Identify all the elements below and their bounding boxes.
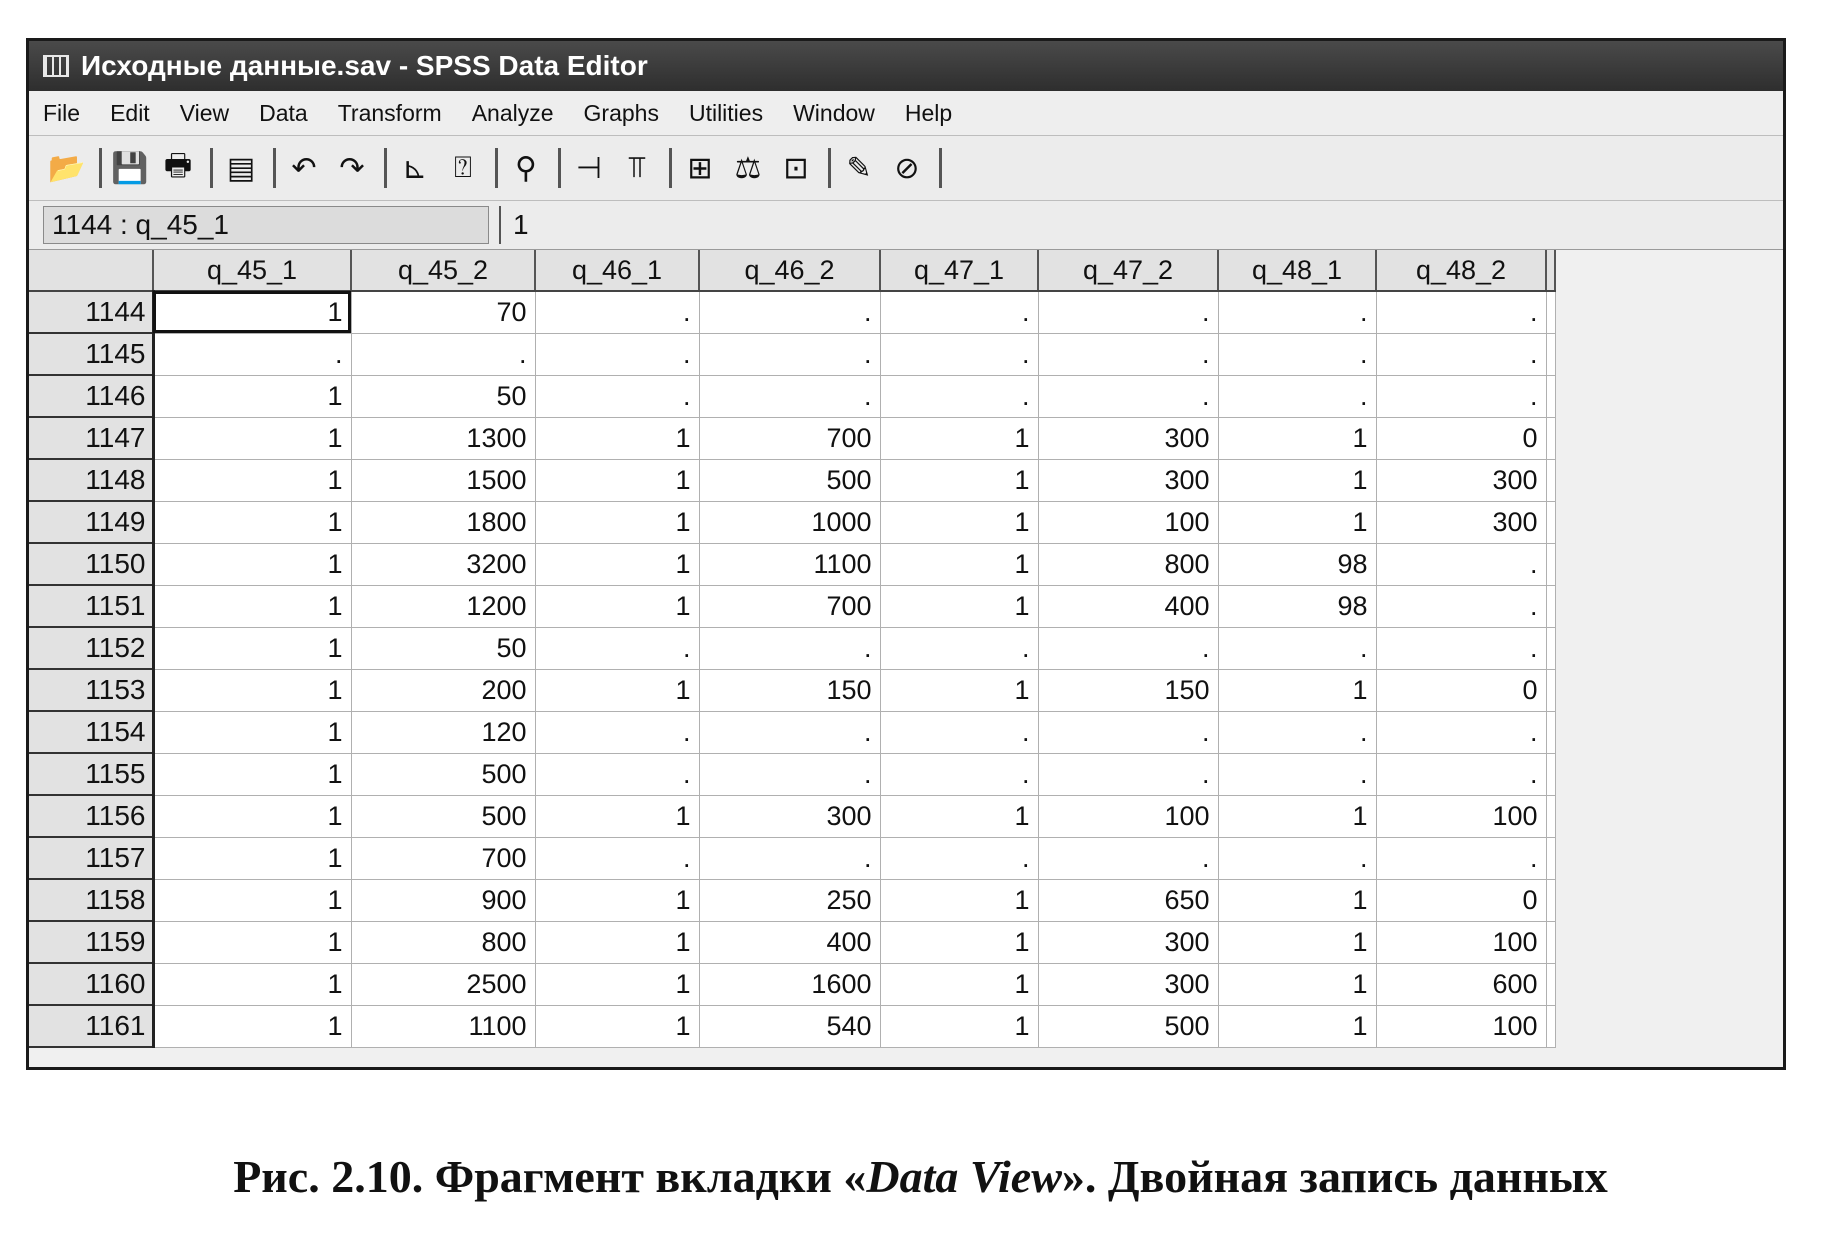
data-cell[interactable]: . bbox=[699, 837, 880, 879]
data-cell[interactable]: 1 bbox=[880, 501, 1038, 543]
data-cell[interactable]: . bbox=[880, 333, 1038, 375]
table-row bbox=[29, 333, 1555, 375]
data-cell[interactable]: 1 bbox=[535, 585, 699, 627]
empty-cell[interactable] bbox=[1546, 333, 1555, 375]
data-cell[interactable]: . bbox=[1218, 711, 1376, 753]
data-cell[interactable]: . bbox=[880, 627, 1038, 669]
data-cell[interactable]: . bbox=[535, 333, 699, 375]
data-cell[interactable]: 1 bbox=[880, 543, 1038, 585]
column-header-q-48-2[interactable]: q_48_2 bbox=[1376, 250, 1546, 291]
use-sets-icon[interactable]: ⊘ bbox=[894, 151, 920, 185]
row-number[interactable]: 1148 bbox=[29, 459, 153, 501]
goto-chart-icon[interactable]: ⊾ bbox=[402, 151, 428, 185]
data-cell[interactable]: 120 bbox=[351, 711, 535, 753]
insert-variable-icon[interactable]: ⫪ bbox=[628, 151, 646, 184]
data-cell[interactable]: 1 bbox=[153, 375, 351, 417]
data-cell[interactable]: 1 bbox=[535, 795, 699, 837]
empty-cell[interactable] bbox=[1546, 1005, 1555, 1047]
data-cell[interactable]: 250 bbox=[699, 879, 880, 921]
data-cell[interactable]: . bbox=[1376, 753, 1546, 795]
empty-cell[interactable] bbox=[1546, 879, 1555, 921]
table-row bbox=[29, 585, 1555, 627]
data-cell[interactable]: 500 bbox=[351, 795, 535, 837]
data-cell[interactable]: . bbox=[351, 333, 535, 375]
menu-file[interactable]: File bbox=[43, 99, 81, 126]
open-icon[interactable]: 📂 bbox=[48, 151, 86, 185]
data-cell[interactable]: 300 bbox=[1376, 459, 1546, 501]
data-cell[interactable]: . bbox=[699, 333, 880, 375]
data-cell[interactable]: . bbox=[1376, 627, 1546, 669]
data-cell[interactable]: 100 bbox=[1376, 1005, 1546, 1047]
spss-app-icon bbox=[43, 55, 69, 77]
data-cell[interactable]: 400 bbox=[1038, 585, 1218, 627]
data-cell[interactable]: 1 bbox=[153, 417, 351, 459]
toolbar bbox=[29, 136, 1783, 201]
data-cell[interactable]: . bbox=[1218, 753, 1376, 795]
data-cell[interactable]: 300 bbox=[1038, 921, 1218, 963]
data-cell[interactable]: . bbox=[153, 333, 351, 375]
data-cell[interactable]: 98 bbox=[1218, 543, 1376, 585]
data-cell[interactable]: 1600 bbox=[699, 963, 880, 1005]
data-cell[interactable]: 700 bbox=[699, 417, 880, 459]
data-cell[interactable]: 1 bbox=[1218, 1005, 1376, 1047]
data-cell[interactable]: 300 bbox=[1038, 417, 1218, 459]
save-icon[interactable]: 💾 bbox=[111, 151, 149, 185]
data-cell[interactable]: . bbox=[535, 291, 699, 333]
table-row bbox=[29, 459, 1555, 501]
data-cell[interactable]: . bbox=[1038, 375, 1218, 417]
data-cell[interactable]: 1 bbox=[153, 837, 351, 879]
data-cell[interactable]: 1 bbox=[880, 417, 1038, 459]
empty-cell[interactable] bbox=[1546, 543, 1555, 585]
table-row bbox=[29, 291, 1555, 333]
data-cell[interactable]: 1 bbox=[880, 585, 1038, 627]
toolbar-separator bbox=[558, 148, 561, 188]
data-cell[interactable]: 1000 bbox=[699, 501, 880, 543]
data-cell[interactable]: 50 bbox=[351, 627, 535, 669]
row-number[interactable]: 1149 bbox=[29, 501, 153, 543]
data-cell[interactable]: . bbox=[1218, 837, 1376, 879]
insert-case-icon[interactable]: ⊣ bbox=[575, 151, 603, 185]
value-labels-icon[interactable]: ✎ bbox=[846, 151, 872, 185]
data-cell[interactable]: . bbox=[1218, 333, 1376, 375]
empty-cell[interactable] bbox=[1546, 837, 1555, 879]
data-cell[interactable]: . bbox=[1038, 753, 1218, 795]
cell-editor-bar bbox=[29, 201, 1783, 250]
toolbar-separator bbox=[210, 148, 213, 188]
row-number[interactable]: 1157 bbox=[29, 837, 153, 879]
data-cell[interactable]: 70 bbox=[351, 291, 535, 333]
empty-cell[interactable] bbox=[1546, 711, 1555, 753]
data-cell[interactable]: 1 bbox=[153, 501, 351, 543]
table-row bbox=[29, 879, 1555, 921]
data-cell[interactable]: 700 bbox=[351, 837, 535, 879]
empty-cell[interactable] bbox=[1546, 963, 1555, 1005]
empty-column-header bbox=[1546, 250, 1555, 291]
data-cell[interactable]: 1 bbox=[880, 669, 1038, 711]
toolbar-separator bbox=[99, 148, 102, 188]
caption-suffix: ». Двойная запись данных bbox=[1061, 1151, 1608, 1202]
data-cell[interactable]: 1 bbox=[535, 417, 699, 459]
caption-prefix: Рис. 2.10. Фрагмент вкладки « bbox=[233, 1151, 867, 1202]
toolbar-separator bbox=[273, 148, 276, 188]
data-cell[interactable]: 1 bbox=[1218, 669, 1376, 711]
data-cell[interactable]: . bbox=[535, 753, 699, 795]
menu-graphs[interactable]: Graphs bbox=[583, 99, 659, 126]
data-cell[interactable]: 1 bbox=[1218, 417, 1376, 459]
table-row bbox=[29, 795, 1555, 837]
active-cell[interactable]: 1 bbox=[153, 291, 351, 333]
data-cell[interactable]: 700 bbox=[699, 585, 880, 627]
data-cell[interactable]: 100 bbox=[1038, 795, 1218, 837]
table-row bbox=[29, 1005, 1555, 1047]
empty-cell[interactable] bbox=[1546, 417, 1555, 459]
table-row bbox=[29, 669, 1555, 711]
row-number[interactable]: 1152 bbox=[29, 627, 153, 669]
data-cell[interactable]: 1 bbox=[535, 963, 699, 1005]
data-cell[interactable]: 1 bbox=[153, 1005, 351, 1047]
data-cell[interactable]: . bbox=[1038, 291, 1218, 333]
data-cell[interactable]: . bbox=[1376, 837, 1546, 879]
row-number[interactable]: 1161 bbox=[29, 1005, 153, 1047]
table-row bbox=[29, 501, 1555, 543]
toolbar-separator bbox=[495, 148, 498, 188]
find-icon[interactable]: ⚲ bbox=[515, 151, 537, 185]
dialog-recall-icon[interactable]: ▤ bbox=[226, 151, 256, 185]
data-cell[interactable]: 1 bbox=[153, 669, 351, 711]
toolbar-separator bbox=[939, 148, 942, 188]
toolbar-separator bbox=[828, 148, 831, 188]
data-cell[interactable]: 1 bbox=[1218, 459, 1376, 501]
empty-cell[interactable] bbox=[1546, 921, 1555, 963]
data-cell[interactable]: 100 bbox=[1038, 501, 1218, 543]
menu-bar bbox=[29, 91, 1783, 136]
data-cell[interactable]: 1 bbox=[153, 879, 351, 921]
menu-window[interactable]: Window bbox=[793, 99, 875, 126]
row-number[interactable]: 1145 bbox=[29, 333, 153, 375]
data-cell[interactable]: 400 bbox=[699, 921, 880, 963]
data-cell[interactable]: 1 bbox=[1218, 963, 1376, 1005]
table-row bbox=[29, 711, 1555, 753]
data-cell[interactable]: 1100 bbox=[699, 543, 880, 585]
row-number[interactable]: 1147 bbox=[29, 417, 153, 459]
data-cell[interactable]: 600 bbox=[1376, 963, 1546, 1005]
data-cell[interactable]: 900 bbox=[351, 879, 535, 921]
data-cell[interactable]: 1100 bbox=[351, 1005, 535, 1047]
data-cell[interactable]: 540 bbox=[699, 1005, 880, 1047]
title-bar bbox=[29, 41, 1783, 91]
menu-edit[interactable]: Edit bbox=[110, 99, 150, 126]
data-cell[interactable]: 100 bbox=[1376, 921, 1546, 963]
table-row bbox=[29, 627, 1555, 669]
data-cell[interactable]: 1 bbox=[1218, 795, 1376, 837]
data-cell[interactable]: . bbox=[699, 711, 880, 753]
column-header-q-48-1[interactable]: q_48_1 bbox=[1218, 250, 1376, 291]
empty-cell[interactable] bbox=[1546, 627, 1555, 669]
data-cell[interactable]: 1500 bbox=[351, 459, 535, 501]
data-cell[interactable]: 150 bbox=[699, 669, 880, 711]
data-cell[interactable]: . bbox=[880, 837, 1038, 879]
print-icon[interactable]: 🖶 bbox=[163, 148, 193, 182]
data-cell[interactable]: 1 bbox=[535, 879, 699, 921]
data-cell[interactable]: 1 bbox=[535, 501, 699, 543]
cell-reference: 1144 : q_45_1 bbox=[43, 206, 489, 244]
data-cell[interactable]: 1 bbox=[153, 963, 351, 1005]
data-cell[interactable]: 300 bbox=[1038, 459, 1218, 501]
split-file-icon[interactable]: ⊞ bbox=[687, 151, 713, 185]
data-cell[interactable]: . bbox=[1376, 333, 1546, 375]
empty-cell[interactable] bbox=[1546, 501, 1555, 543]
column-header-q-47-2[interactable]: q_47_2 bbox=[1038, 250, 1218, 291]
data-cell[interactable]: 1 bbox=[880, 1005, 1038, 1047]
data-cell[interactable]: 1800 bbox=[351, 501, 535, 543]
table-row bbox=[29, 837, 1555, 879]
data-cell[interactable]: . bbox=[699, 375, 880, 417]
data-cell[interactable]: 300 bbox=[699, 795, 880, 837]
data-cell[interactable]: 500 bbox=[1038, 1005, 1218, 1047]
data-cell[interactable]: 1 bbox=[535, 669, 699, 711]
select-cases-icon[interactable]: ⊡ bbox=[783, 151, 809, 185]
data-cell[interactable]: 1 bbox=[535, 459, 699, 501]
data-cell[interactable]: . bbox=[535, 627, 699, 669]
row-number[interactable]: 1160 bbox=[29, 963, 153, 1005]
table-row bbox=[29, 753, 1555, 795]
data-cell[interactable]: . bbox=[1038, 837, 1218, 879]
data-cell[interactable]: 1 bbox=[153, 753, 351, 795]
toolbar-separator bbox=[669, 148, 672, 188]
data-cell[interactable]: . bbox=[699, 627, 880, 669]
data-cell[interactable]: . bbox=[1218, 627, 1376, 669]
row-number[interactable]: 1153 bbox=[29, 669, 153, 711]
corner-cell[interactable] bbox=[29, 250, 153, 291]
data-cell[interactable]: 1 bbox=[1218, 501, 1376, 543]
data-cell[interactable]: 1 bbox=[535, 921, 699, 963]
table-row bbox=[29, 543, 1555, 585]
data-cell[interactable]: 3200 bbox=[351, 543, 535, 585]
data-cell[interactable]: 300 bbox=[1038, 963, 1218, 1005]
figure-caption bbox=[0, 1150, 1841, 1203]
data-cell[interactable]: . bbox=[699, 753, 880, 795]
caption-emphasis: Data View bbox=[866, 1151, 1062, 1202]
empty-cell[interactable] bbox=[1546, 459, 1555, 501]
toolbar-separator bbox=[384, 148, 387, 188]
table-row bbox=[29, 375, 1555, 417]
data-cell[interactable]: 1 bbox=[153, 585, 351, 627]
spss-data-editor-window bbox=[26, 38, 1786, 1070]
row-number[interactable]: 1154 bbox=[29, 711, 153, 753]
menu-transform[interactable]: Transform bbox=[337, 99, 442, 126]
data-cell[interactable]: 150 bbox=[1038, 669, 1218, 711]
window-title: Исходные данные.sav - SPSS Data Editor bbox=[81, 50, 648, 81]
data-cell[interactable]: 1 bbox=[1218, 921, 1376, 963]
menu-view[interactable]: View bbox=[179, 99, 230, 126]
data-cell[interactable]: . bbox=[535, 837, 699, 879]
column-header-q-46-2[interactable]: q_46_2 bbox=[699, 250, 880, 291]
data-cell[interactable]: 1 bbox=[1218, 879, 1376, 921]
empty-cell[interactable] bbox=[1546, 795, 1555, 837]
data-cell[interactable]: 1 bbox=[535, 543, 699, 585]
data-cell[interactable]: 1 bbox=[880, 459, 1038, 501]
data-cell[interactable]: 50 bbox=[351, 375, 535, 417]
data-cell[interactable]: 1 bbox=[880, 921, 1038, 963]
data-cell[interactable]: 1200 bbox=[351, 585, 535, 627]
weight-cases-icon[interactable]: ⚖ bbox=[734, 151, 762, 185]
data-cell[interactable]: 300 bbox=[1376, 501, 1546, 543]
data-cell[interactable]: 500 bbox=[699, 459, 880, 501]
data-cell[interactable]: 1 bbox=[880, 879, 1038, 921]
column-header-q-47-1[interactable]: q_47_1 bbox=[880, 250, 1038, 291]
data-cell[interactable]: 800 bbox=[351, 921, 535, 963]
data-cell[interactable]: 1 bbox=[153, 711, 351, 753]
row-number[interactable]: 1158 bbox=[29, 879, 153, 921]
data-cell[interactable]: 1 bbox=[153, 921, 351, 963]
column-header-q-45-1[interactable]: q_45_1 bbox=[153, 250, 351, 291]
data-grid bbox=[29, 250, 1556, 1048]
data-cell[interactable]: 1 bbox=[535, 1005, 699, 1047]
redo-icon[interactable]: ↷ bbox=[339, 151, 365, 185]
undo-icon[interactable]: ↶ bbox=[291, 151, 317, 185]
data-cell[interactable]: 0 bbox=[1376, 669, 1546, 711]
data-cell[interactable]: 500 bbox=[351, 753, 535, 795]
goto-case-icon[interactable]: ⍰ bbox=[454, 151, 472, 184]
data-cell[interactable]: . bbox=[880, 291, 1038, 333]
menu-help[interactable]: Help bbox=[904, 99, 953, 126]
row-number[interactable]: 1150 bbox=[29, 543, 153, 585]
table-row bbox=[29, 963, 1555, 1005]
data-cell[interactable]: 0 bbox=[1376, 879, 1546, 921]
menu-data[interactable]: Data bbox=[259, 99, 308, 126]
data-cell[interactable]: . bbox=[1038, 711, 1218, 753]
data-cell[interactable]: . bbox=[880, 711, 1038, 753]
data-cell[interactable]: 1 bbox=[880, 795, 1038, 837]
data-cell[interactable]: . bbox=[1376, 585, 1546, 627]
data-cell[interactable]: 2500 bbox=[351, 963, 535, 1005]
data-cell[interactable]: . bbox=[880, 753, 1038, 795]
data-cell[interactable]: 1 bbox=[153, 459, 351, 501]
data-cell[interactable]: . bbox=[1376, 711, 1546, 753]
row-number[interactable]: 1146 bbox=[29, 375, 153, 417]
data-cell[interactable]: 200 bbox=[351, 669, 535, 711]
row-number[interactable]: 1156 bbox=[29, 795, 153, 837]
row-number[interactable]: 1159 bbox=[29, 921, 153, 963]
column-header-q-46-1[interactable]: q_46_1 bbox=[535, 250, 699, 291]
row-number[interactable]: 1144 bbox=[29, 291, 153, 333]
data-cell[interactable]: 98 bbox=[1218, 585, 1376, 627]
data-cell[interactable]: . bbox=[1218, 291, 1376, 333]
empty-cell[interactable] bbox=[1546, 753, 1555, 795]
data-cell[interactable]: . bbox=[1376, 543, 1546, 585]
data-cell[interactable]: 1 bbox=[880, 963, 1038, 1005]
data-cell[interactable]: . bbox=[1038, 333, 1218, 375]
data-cell[interactable]: . bbox=[535, 711, 699, 753]
data-cell[interactable]: 1300 bbox=[351, 417, 535, 459]
menu-utilities[interactable]: Utilities bbox=[688, 99, 764, 126]
menu-analyze[interactable]: Analyze bbox=[471, 99, 554, 126]
data-cell[interactable]: 0 bbox=[1376, 417, 1546, 459]
column-header-q-45-2[interactable]: q_45_2 bbox=[351, 250, 535, 291]
cell-value-editor[interactable]: 1 bbox=[499, 206, 1773, 244]
data-cell[interactable]: . bbox=[1376, 375, 1546, 417]
table-row bbox=[29, 417, 1555, 459]
data-cell[interactable]: 1 bbox=[153, 795, 351, 837]
empty-cell[interactable] bbox=[1546, 375, 1555, 417]
data-cell[interactable]: . bbox=[1218, 375, 1376, 417]
empty-cell[interactable] bbox=[1546, 291, 1555, 333]
data-cell[interactable]: . bbox=[1038, 627, 1218, 669]
data-cell[interactable]: . bbox=[880, 375, 1038, 417]
data-cell[interactable]: . bbox=[1376, 291, 1546, 333]
data-cell[interactable]: 650 bbox=[1038, 879, 1218, 921]
data-cell[interactable]: . bbox=[699, 291, 880, 333]
data-cell[interactable]: 100 bbox=[1376, 795, 1546, 837]
empty-cell[interactable] bbox=[1546, 669, 1555, 711]
empty-cell[interactable] bbox=[1546, 585, 1555, 627]
row-number[interactable]: 1155 bbox=[29, 753, 153, 795]
data-cell[interactable]: 1 bbox=[153, 543, 351, 585]
data-cell[interactable]: . bbox=[535, 375, 699, 417]
table-row bbox=[29, 921, 1555, 963]
data-cell[interactable]: 800 bbox=[1038, 543, 1218, 585]
data-cell[interactable]: 1 bbox=[153, 627, 351, 669]
row-number[interactable]: 1151 bbox=[29, 585, 153, 627]
